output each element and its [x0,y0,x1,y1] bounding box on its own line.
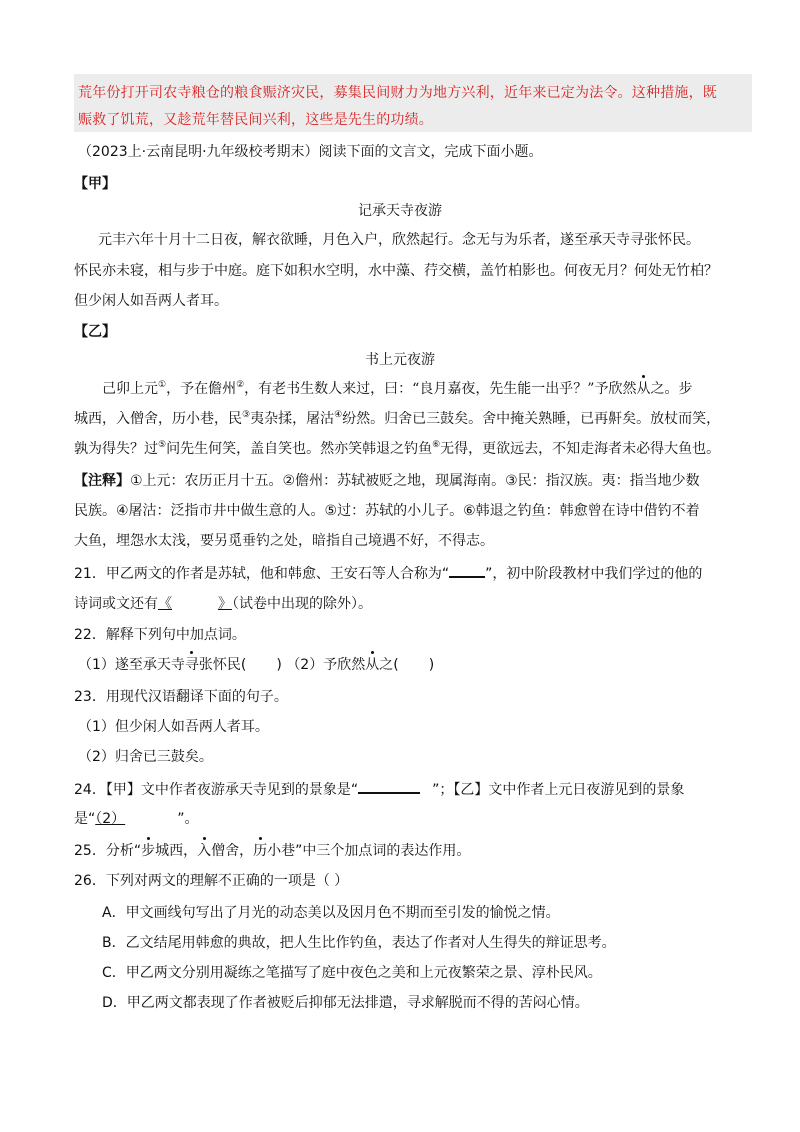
question-23-sentence-2: （2）归舍已三鼓矣。 [78,749,213,765]
answer-blank[interactable] [449,562,485,578]
emphasis-dot-word: 从 [365,654,379,674]
yi-label: 【乙】 [74,324,116,340]
option-d[interactable]: D．甲乙两文都表现了作者被贬后抑郁无法排遣，寻求解脱而不得的苦闷心情。 [102,995,589,1011]
question-22-items: （1）遂至承天寺寻张怀民( ) （2）予欣然从之( ) [78,654,434,674]
answer-blank[interactable]: 《 》 [158,596,232,612]
option-c[interactable]: C．甲乙两文分别用凝练之笔描写了庭中夜色之美和上元夜繁荣之景、淳朴民风。 [102,965,602,981]
emphasis-dot-word: 历 [253,840,267,860]
question-23-stem: 23．用现代汉语翻译下面的句子。 [74,689,288,705]
answer-line-2: 赈救了饥荒，又趁荒年替民间兴利，这些是先生的功绩。 [78,112,433,128]
yi-title: 书上元夜游 [365,352,435,368]
question-24-line-1: 24．【甲】文中作者夜游承天寺见到的景象是“ ”；【乙】文中作者上元日夜游见到的景象 [74,778,684,799]
emphasis-dot-word: 入 [197,840,211,860]
yi-line-2: 城西，入僧舍，历小巷，民③夷杂揉，屠沽④纷然。归舍已三鼓矣。舍中掩关熟睡，已再鼾矣。放杖而笑， [74,410,721,427]
yi-line-1: 己卯上元①，予在儋州②，有老书生数人来过，曰：“良月嘉夜，先生能一出乎？”予欣然从之。步 [102,380,693,397]
answer-line-1: 荒年份打开司农寺粮仓的粮食赈济灾民，募集民间财力为地方兴利，近年来已定为法令。这种措施，既 [78,85,717,101]
question-21-line-1: 21．甲乙两文的作者是苏轼，他和韩愈、王安石等人合称为“ ”，初中阶段教材中我们学过的他的 [74,562,702,583]
question-source: （2023上·云南昆明·九年级校考期末）阅读下面的文言文，完成下面小题。 [78,144,543,160]
question-24-line-2: 是“（2） ”。 [74,811,199,827]
emphasis-dot-word: 从 [636,378,650,398]
question-25: 25．分析“步城西，入僧舍，历小巷”中三个加点词的表达作用。 [74,840,470,860]
emphasis-dot-word: 步 [141,840,155,860]
answer-blank[interactable]: （2） [95,811,126,827]
notes-line-2: 民族。④屠沽：泛指市井中做生意的人。⑤过：苏轼的小儿子。⑥韩退之钓鱼：韩愈曾在诗中借钓不着 [74,503,700,519]
notes-line-1: 【注释】①上元：农历正月十五。②儋州：苏轼被贬之地，现属海南。③民：指汉族。夷：指当地少数 [74,473,700,489]
option-a[interactable]: A．甲文画线句写出了月光的动态美以及因月色不期而至引发的愉悦之情。 [102,905,560,921]
question-23-sentence-1: （1）但少闲人如吾两人者耳。 [78,719,269,735]
jia-label: 【甲】 [74,176,116,192]
jia-line-1: 元丰六年十月十二日夜，解衣欲睡，月色入户，欣然起行。念无与为乐者，遂至承天寺寻张怀民。 [98,232,700,248]
question-21-line-2: 诗词或文还有《 》（试卷中出现的除外）。 [74,596,372,612]
question-22-stem: 22．解释下列句中加点词。 [74,627,246,643]
answer-explanation-block [74,74,752,132]
question-26-stem: 26．下列对两文的理解不正确的一项是（ ） [74,873,349,889]
jia-line-3: 但少闲人如吾两人者耳。 [74,293,228,309]
answer-blank[interactable] [358,778,420,794]
jia-title: 记承天寺夜游 [358,203,442,219]
yi-line-3: 孰为得失？过⑤问先生何笑，盖自笑也。然亦笑韩退之钓鱼⑥无得，更欲远去，不知走海者未必得大鱼也。 [74,440,721,457]
emphasis-dot-word: 寻 [185,654,199,674]
notes-line-3: 大鱼，埋怨水太浅，要另觅垂钓之处，暗指自己境遇不好，不得志。 [74,533,494,549]
jia-line-2: 怀民亦未寝，相与步于中庭。庭下如积水空明，水中藻、荇交横，盖竹柏影也。何夜无月？何处无竹柏？ [74,263,718,279]
option-b[interactable]: B．乙文结尾用韩愈的典故，把人生比作钓鱼，表达了作者对人生得失的辩证思考。 [102,935,616,951]
